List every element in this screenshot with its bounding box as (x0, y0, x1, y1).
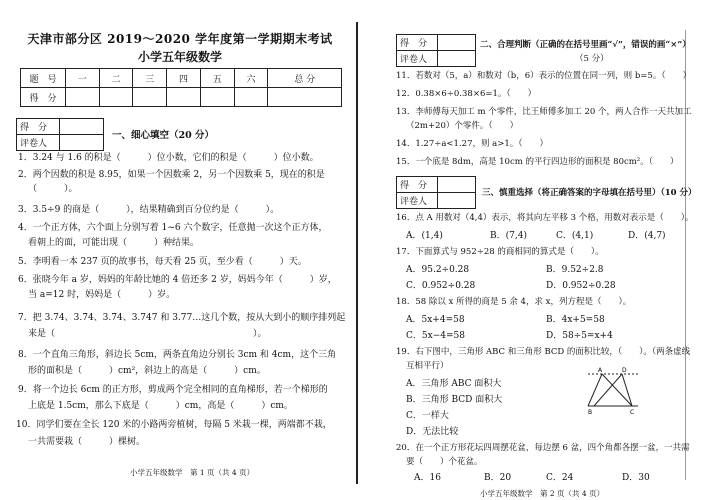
page-footer: 小学五年级数学 第 2 页（共 4 页） (480, 489, 605, 498)
section-judge: 二、合理判断（正确的在括号里画“√”，错误的画“×”） (480, 40, 691, 50)
figure-edge (588, 374, 602, 406)
question-line: 一共需要栽（ ）棵树。 (28, 437, 146, 447)
question-line: 19．右下图中，三角形 ABC 和三角形 BCD 的面积比较，（ ）。（两条虚线 (396, 347, 691, 357)
question-line: 当 a=12 时，妈妈是（ ）岁。 (28, 290, 176, 300)
choice-option[interactable]: B．20 (484, 473, 512, 483)
table-cell[interactable] (99, 88, 133, 107)
page-divider (356, 22, 358, 484)
page-two (360, 0, 707, 500)
question-line: （2m+20）个零件。（ ） (406, 121, 519, 131)
triangle-figure (582, 366, 644, 416)
question-line: 来是（ ）。 (28, 329, 267, 339)
figure-edge (594, 374, 622, 406)
table-cell[interactable] (268, 88, 342, 107)
section-choice: 三、慎重选择（将正确答案的字母填在括号里）（10 分） (482, 188, 697, 198)
table-cell: 题 号 (21, 69, 66, 88)
score-cell[interactable] (438, 35, 476, 51)
grader-cell[interactable] (438, 193, 476, 209)
table-cell[interactable] (167, 88, 201, 107)
question-line: 14．1.27÷a<1.27，则 a>1。（ ） (396, 139, 549, 149)
question-line: 3．3.5÷9 的商是（ ），结果精确到百分位约是（ ）。 (18, 205, 280, 215)
choice-option[interactable]: C．24 (546, 473, 574, 483)
choice-option[interactable]: B．(7,4) (490, 231, 527, 241)
question-line: 形的面积是（ ）cm²，斜边上的高是（ ）cm。 (28, 366, 266, 376)
question-line: 10．同学们要在全长 120 米的小路两旁植树，每隔 5 米栽一棵，两端都不栽， (16, 420, 332, 430)
table-cell[interactable] (200, 88, 234, 107)
choice-option[interactable]: A．95.2÷0.28 (406, 265, 470, 275)
score-box (16, 118, 104, 151)
question-line: 5．李明看一本 237 页的故事书，每天看 25 页，至少看（ ）天。 (18, 257, 307, 267)
table-cell: 总 分 (268, 69, 342, 88)
choice-option[interactable]: C．5x−4=58 (406, 331, 465, 341)
choice-option[interactable]: B．4x+5=58 (546, 315, 605, 325)
question-line: 13．李师傅每天加工 m 个零件，比王师傅多加工 20 个，两人合作一天共加工 (396, 107, 692, 117)
question-line: 15．一个底是 8dm，高是 10cm 的平行四边形的面积是 80cm²。（ ） (396, 157, 679, 167)
choice-option[interactable]: D．无法比较 (406, 427, 459, 437)
question-line: 2．两个因数的积是 8.95，如果一个因数乘 2，另一个因数乘 5，现在的积是 (18, 170, 325, 180)
choice-option[interactable]: D．0.952÷0.28 (546, 281, 616, 291)
question-line: 1．3.24 与 1.6 的积是（ ）位小数，它们的积是（ ）位小数。 (18, 153, 319, 163)
exam-title: 天津市部分区 2019～2020 学年度第一学期期末考试 (27, 32, 333, 46)
choice-option[interactable]: D．(4,7) (628, 231, 666, 241)
score-box (396, 34, 476, 67)
question-line: 18．58 除以 x 所得的商是 5 余 4，求 x，列方程是（ ）。 (396, 297, 632, 307)
question-line: 11．若数对（5，a）和数对（b，6）表示的位置在同一列，则 b=5。（ ） (396, 71, 692, 81)
question-line: 20．在一个正方形花坛四周摆花盆，每边摆 6 盆，四个角都各摆一盆，一共需 (396, 443, 690, 453)
question-line: 6．张晓今年 a 岁，妈妈的年龄比她的 4 倍还多 2 岁，妈妈今年（ ）岁， (18, 275, 337, 285)
score-cell[interactable] (60, 119, 104, 135)
figure-label-d: D (622, 367, 627, 374)
question-line: 16．点 A 用数对（4,4）表示，将其向左平移 3 个格，用数对表示是（ ）。 (396, 213, 694, 223)
exam-subtitle: 小学五年级数学 (137, 50, 222, 64)
question-line: 12．0.38×6÷0.38×6=1。（ ） (396, 89, 537, 99)
question-line: 9．将一个边长 6cm 的正方形，剪成两个完全相同的直角梯形，若一个梯形的 (18, 385, 328, 395)
question-line: 4．一个正方体，六个面上分别写着 1~6 六个数字，任意抛一次这个正方体， (18, 223, 328, 233)
figure-label-b: B (588, 409, 593, 416)
table-cell: 得 分 (21, 88, 66, 107)
table-cell: 四 (167, 69, 201, 88)
section-judge-points: （5 分） (575, 54, 609, 64)
table-cell[interactable] (133, 88, 167, 107)
score-table (20, 68, 342, 107)
question-line: 要（ ）个花盆。 (406, 457, 483, 467)
choice-option[interactable]: C．0.952÷0.28 (406, 281, 476, 291)
grader-label: 评卷人 (397, 51, 438, 67)
choice-option[interactable]: C．(4,1) (556, 231, 594, 241)
score-label: 得 分 (17, 119, 60, 135)
choice-option[interactable]: D．58÷5=x+4 (546, 331, 613, 341)
choice-option[interactable]: A．(1,4) (406, 231, 443, 241)
section-fill-blank: 一、细心填空（20 分） (112, 130, 215, 141)
score-label: 得 分 (397, 35, 438, 51)
table-cell: 二 (99, 69, 133, 88)
question-line: 17．下面算式与 952÷28 的商相同的算式是（ ）。 (396, 247, 604, 257)
table-cell[interactable] (234, 88, 268, 107)
table-cell[interactable] (66, 88, 100, 107)
choice-option[interactable]: A．16 (414, 473, 441, 483)
page-footer: 小学五年级数学 第 1 页（共 4 页） (130, 468, 255, 477)
score-cell[interactable] (438, 177, 476, 193)
choice-option[interactable]: B．三角形 BCD 面积大 (406, 395, 503, 405)
table-cell: 五 (200, 69, 234, 88)
choice-option[interactable]: A．5x+4=58 (406, 315, 465, 325)
table-cell: 一 (66, 69, 100, 88)
figure-label-a: A (598, 367, 603, 374)
choice-option[interactable]: B．9.52÷2.8 (546, 265, 604, 275)
figure-label-c: C (630, 409, 635, 416)
score-table-row (21, 88, 342, 107)
question-line: 8．一个直角三角形，斜边长 5cm，两条直角边分别长 3cm 和 4cm，这个三角 (18, 350, 337, 360)
score-label: 得 分 (397, 177, 438, 193)
grader-label: 评卷人 (17, 135, 60, 151)
choice-option[interactable]: D．30 (622, 473, 650, 483)
choice-option[interactable]: C．一样大 (406, 411, 449, 421)
grader-cell[interactable] (438, 51, 476, 67)
score-table-header (21, 69, 342, 88)
question-line: 互相平行） (406, 361, 449, 371)
table-cell: 三 (133, 69, 167, 88)
choice-option[interactable]: A．三角形 ABC 面积大 (406, 379, 502, 389)
grader-label: 评卷人 (397, 193, 438, 209)
question-line: 7．把 3.74、3.7̇4̇、3.7̇4、3.747 和 3.77…这几个数，按从大到小的顺序排列起 (18, 313, 346, 323)
score-box (396, 176, 476, 209)
grader-cell[interactable] (60, 135, 104, 151)
table-cell: 六 (234, 69, 268, 88)
question-line: 上底是 1.5cm，那么下底是（ ）cm，高是（ ）cm。 (28, 401, 293, 411)
question-line: （ ）。 (28, 184, 78, 194)
question-line: 看朝上的面，可能出现（ ）种结果。 (28, 238, 200, 248)
